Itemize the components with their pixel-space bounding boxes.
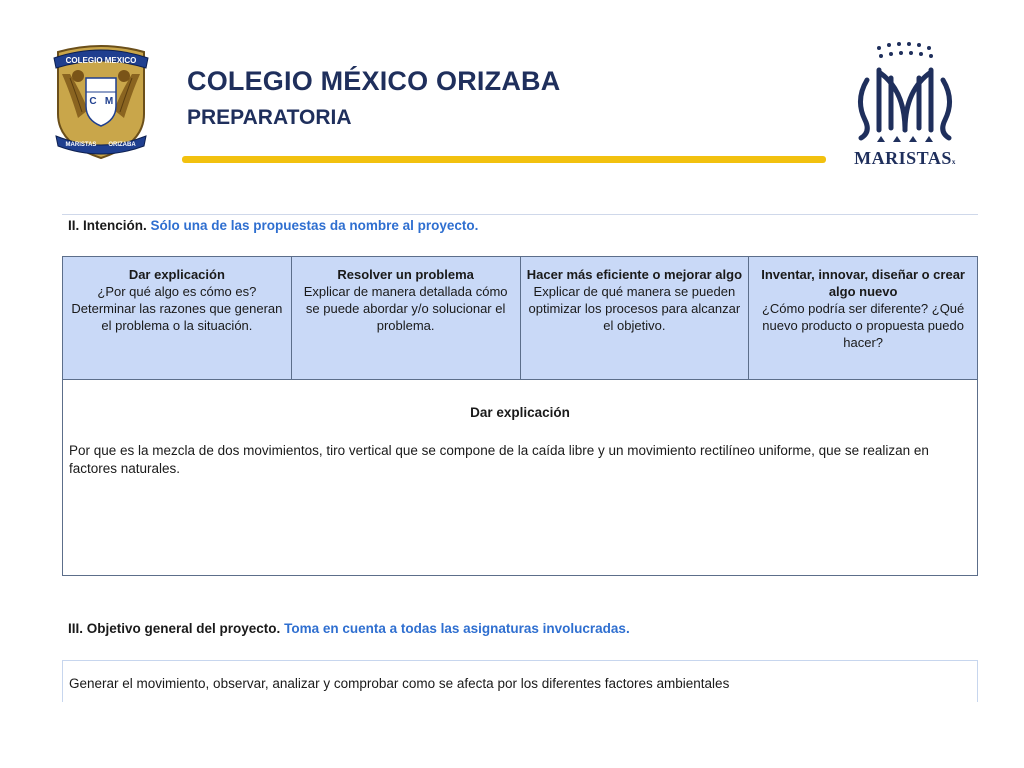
school-name: COLEGIO MÉXICO ORIZABA: [187, 66, 561, 96]
intention-option-desc: Explicar de qué manera se pueden optimizar los procesos para alcanzar el objetivo.: [528, 284, 741, 333]
intention-option-desc: Explicar de manera detallada cómo se puede abordar y/o solucionar el problema.: [303, 284, 508, 333]
maristas-logo-text: MARISTASx: [854, 148, 956, 168]
section-objective-label: III. Objetivo general del proyecto.: [68, 621, 281, 636]
intention-option-title: Resolver un problema: [337, 267, 474, 282]
colegio-mexico-crest-logo: [48, 44, 154, 160]
intention-option: [749, 257, 977, 379]
intention-option: [292, 257, 521, 379]
objective-answer-box[interactable]: [62, 660, 978, 702]
intention-option: [63, 257, 292, 379]
svg-text:COLEGIO MEXICO: COLEGIO MEXICO: [65, 56, 137, 65]
intention-answer-title: Dar explicación: [470, 405, 570, 420]
svg-text:M: M: [104, 96, 114, 107]
svg-text:MARISTAS: MARISTAS: [65, 142, 97, 148]
section-divider: [62, 214, 978, 215]
section-intention-hint: Sólo una de las propuestas da nombre al proyecto.: [150, 218, 479, 233]
section-objective-hint: Toma en cuenta a todas las asignaturas involucradas.: [284, 621, 630, 636]
intention-options-table: [62, 256, 978, 380]
header-accent-bar: [182, 156, 826, 163]
school-subtitle: PREPARATORIA: [187, 106, 352, 129]
intention-option: [521, 257, 750, 379]
intention-option-title: Dar explicación: [128, 267, 225, 282]
intention-option-title: Inventar, innovar, diseñar o crear algo nuevo: [761, 267, 965, 299]
section-intention-label: II. Intención.: [68, 218, 147, 233]
intention-answer-text: Por que es la mezcla de dos movimientos, tiro vertical que se compone de la caída libre y un movimiento rectilíneo uniforme, que se realizan en factores naturales.: [69, 443, 929, 476]
svg-text:C: C: [89, 96, 97, 107]
objective-answer-text: Generar el movimiento, observar, analizar y comprobar como se afecta por los diferentes factores ambientales: [69, 676, 730, 691]
intention-option-desc: ¿Cómo podría ser diferente? ¿Qué nuevo producto o propuesta puedo hacer?: [761, 301, 965, 350]
svg-text:ORIZABA: ORIZABA: [108, 142, 136, 148]
intention-option-title: Hacer más eficiente o mejorar algo: [526, 267, 743, 282]
intention-answer-box[interactable]: [62, 380, 978, 576]
intention-option-desc: ¿Por qué algo es cómo es? Determinar las razones que generan el problema o la situación.: [71, 284, 283, 333]
section-objective-heading: [68, 621, 630, 636]
section-intention-heading: [68, 218, 478, 233]
